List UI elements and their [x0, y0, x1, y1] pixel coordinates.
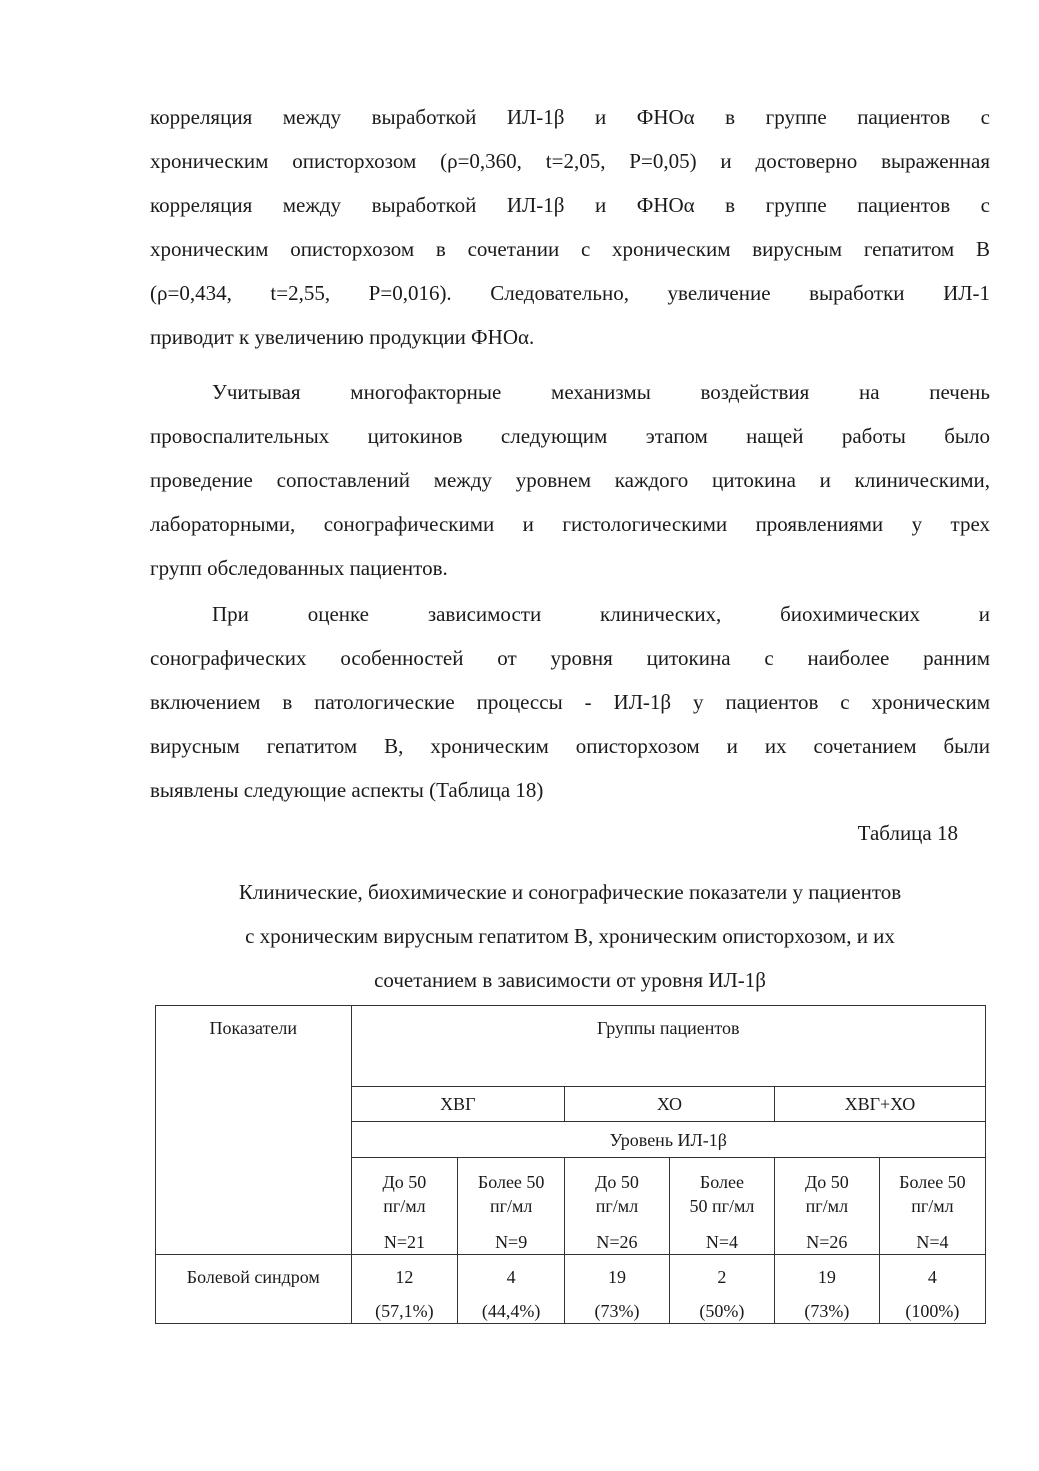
caption-line: сочетанием в зависимости от уровня ИЛ-1β [374, 968, 766, 992]
text-line: вирусным гепатитом В, хроническим описторхозом и их сочетанием были [150, 734, 990, 758]
text-line: хроническим описторхозом (ρ=0,360, t=2,05, P=0,05) и достоверно выраженная [150, 149, 990, 173]
caption-line: с хроническим вирусным гепатитом В, хроническим описторхозом, и их [245, 924, 895, 948]
text-line: При оценке зависимости клинических, биохимических и [212, 602, 990, 626]
value-count: 12 [395, 1267, 414, 1287]
condition-line2: пг/мл [595, 1196, 639, 1216]
level-label: Уровень ИЛ-1β [351, 1122, 985, 1158]
value-cell [669, 1255, 774, 1324]
group-hvg-ho: ХВГ+ХО [774, 1087, 985, 1122]
text-line: хроническим описторхозом в сочетании с хроническим вирусным гепатитом В [150, 237, 990, 261]
condition-line1: Более 50 [899, 1172, 966, 1192]
condition-n: N=4 [705, 1232, 738, 1252]
caption-line: Клинические, биохимические и сонографические показатели у пациентов [238, 880, 902, 904]
value-count: 19 [817, 1267, 836, 1287]
value-percent: (73%) [594, 1301, 640, 1321]
text-line: Учитывая многофакторные механизмы воздействия на печень [212, 380, 990, 404]
text-line: проведение сопоставлений между уровнем каждого цитокина и клиническими, [150, 468, 990, 492]
value-cell [879, 1255, 985, 1324]
condition-n: N=4 [916, 1232, 949, 1252]
condition-line2: пг/мл [805, 1196, 849, 1216]
table-caption [150, 870, 990, 1002]
text-line: корреляция между выработкой ИЛ-1β и ФНОα в группе пациентов с [150, 105, 990, 129]
value-count: 2 [717, 1267, 727, 1287]
value-percent: (44,4%) [481, 1301, 541, 1321]
text-line: сонографических особенностей от уровня цитокина с наиболее ранним [150, 646, 990, 670]
paragraph-cytokines [150, 370, 990, 590]
text-line: приводит к увеличению продукции ФНОα. [150, 325, 535, 349]
value-count: 4 [506, 1267, 516, 1287]
data-table [155, 1005, 986, 1324]
condition-line1: Более 50 [477, 1172, 545, 1192]
value-cell [565, 1255, 670, 1324]
condition-cell [774, 1158, 879, 1255]
condition-line2: пг/мл [911, 1196, 954, 1216]
text-line: выявлены следующие аспекты (Таблица 18) [150, 778, 544, 802]
row-label-cell [156, 1255, 352, 1324]
header-indicators: Показатели [156, 1006, 352, 1255]
table-header-row [156, 1006, 986, 1087]
header-groups: Группы пациентов [351, 1006, 985, 1087]
condition-line1: До 50 [382, 1172, 427, 1192]
condition-cell [879, 1158, 985, 1255]
value-cell [774, 1255, 879, 1324]
value-percent: (57,1%) [375, 1301, 434, 1321]
row-label: Болевой синдром [186, 1267, 320, 1287]
table-number: Таблица 18 [857, 821, 958, 845]
condition-cell [351, 1158, 458, 1255]
value-percent: (100%) [905, 1301, 960, 1321]
condition-n: N=26 [596, 1232, 638, 1252]
group-hvg: ХВГ [351, 1087, 564, 1122]
condition-n: N=26 [806, 1232, 848, 1252]
condition-line2: пг/мл [489, 1196, 533, 1216]
group-ho: ХО [565, 1087, 775, 1122]
value-percent: (50%) [699, 1301, 745, 1321]
value-count: 19 [607, 1267, 626, 1287]
condition-n: N=9 [495, 1232, 528, 1252]
condition-line1: До 50 [804, 1172, 849, 1192]
text-line: лабораторными, сонографическими и гистологическими проявлениями у трех [150, 512, 990, 536]
table-row [156, 1255, 986, 1324]
text-line: (ρ=0,434, t=2,55, P=0,016). Следовательно, увеличение выработки ИЛ-1 [150, 281, 990, 305]
value-cell [458, 1255, 565, 1324]
condition-line2: 50 пг/мл [689, 1196, 755, 1216]
value-percent: (73%) [804, 1301, 850, 1321]
text-line: групп обследованных пациентов. [150, 556, 448, 580]
text-line: корреляция между выработкой ИЛ-1β и ФНОα в группе пациентов с [150, 193, 990, 217]
condition-cell [458, 1158, 565, 1255]
paragraph-assessment [150, 592, 990, 812]
text-line: провоспалительных цитокинов следующим этапом нащей работы было [150, 424, 990, 448]
condition-line2: пг/мл [383, 1196, 426, 1216]
paragraph-correlation [150, 95, 990, 359]
condition-cell [565, 1158, 670, 1255]
condition-line1: Более [699, 1172, 744, 1192]
text-line: включением в патологические процессы - ИЛ-1β у пациентов с хроническим [150, 690, 990, 714]
condition-n: N=21 [383, 1232, 425, 1252]
value-count: 4 [927, 1267, 937, 1287]
value-cell [351, 1255, 458, 1324]
condition-cell [669, 1158, 774, 1255]
condition-line1: До 50 [595, 1172, 639, 1192]
